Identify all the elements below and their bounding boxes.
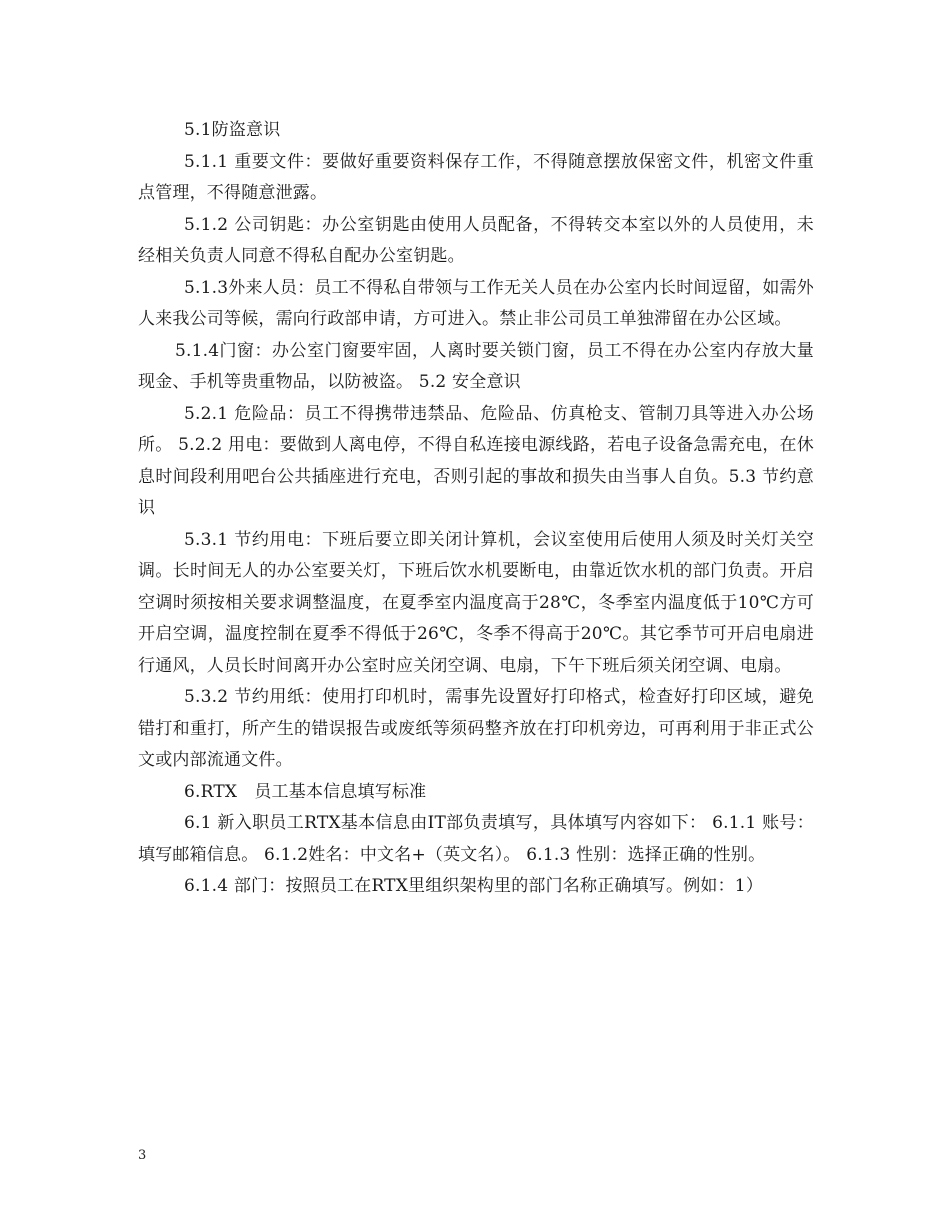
paragraph-5-2-1: 5.2.1 危险品：员工不得携带违禁品、危险品、仿真枪支、管制刀具等进入办公场所。 5.2.2 用电：要做到人离电停，不得自私连接电源线路，若电子设备急需充电，在休息时间段利用吧台公共插座进行充电，否则引起的事故和损失由当事人自负。5.3 节约意识 [138,403,814,518]
paragraph-5-3-2: 5.3.2 节约用纸：使用打印机时，需事先设置好打印格式，检查好打印区域，避免错打和重打，所产生的错误报告或废纸等须码整齐放在打印机旁边，可再利用于非正式公文或内部流通文件。 [138,687,814,770]
heading-6: 6.RTX 员工基本信息填写标准 [184,781,427,802]
paragraph-5-1-2: 5.1.2 公司钥匙：办公室钥匙由使用人员配备，不得转交本室以外的人员使用，未经相关负责人同意不得私自配办公室钥匙。 [138,214,814,266]
paragraph-5-1-3: 5.1.3外来人员：员工不得私自带领与工作无关人员在办公室内长时间逗留，如需外人来我公司等候，需向行政部申请，方可进入。禁止非公司员工单独滞留在办公区域。 [138,277,814,329]
paragraph-5-1-4: 5.1.4门窗：办公室门窗要牢固，人离时要关锁门窗，员工不得在办公室内存放大量现金、手机等贵重物品，以防被盗。 5.2 安全意识 [138,340,814,392]
paragraph-6-1-4: 6.1.4 部门：按照员工在RTX里组织架构里的部门名称正确填写。例如：1） [184,876,764,896]
paragraph-5-3-1: 5.3.1 节约用电：下班后要立即关闭计算机，会议室使用后使用人须及时关灯关空调。长时间无人的办公室要关灯，下班后饮水机要断电，由靠近饮水机的部门负责。开启空调时须按相关要求调整温度，在夏季室内温度高于28℃，冬季室内温度低于10℃方可开启空调，温度控制在夏季不得低于26℃，冬季不得高于20℃。其它季节可开启电扇进行通风，人员长时间离开办公室时应关闭空调、电扇，下午下班后须关闭空调、电扇。 [138,529,814,676]
page-number: 3 [138,1148,147,1163]
paragraph-6-1: 6.1 新入职员工RTX基本信息由IT部负责填写，具体填写内容如下： 6.1.1 账号：填写邮箱信息。 6.1.2姓名：中文名+（英文名）。 6.1.3 性别：选择正确的性别。 [138,813,814,865]
document-body [138,115,814,903]
heading-5-1: 5.1防盗意识 [184,120,281,140]
paragraph-5-1-1: 5.1.1 重要文件：要做好重要资料保存工作，不得随意摆放保密文件，机密文件重点管理，不得随意泄露。 [138,151,814,203]
